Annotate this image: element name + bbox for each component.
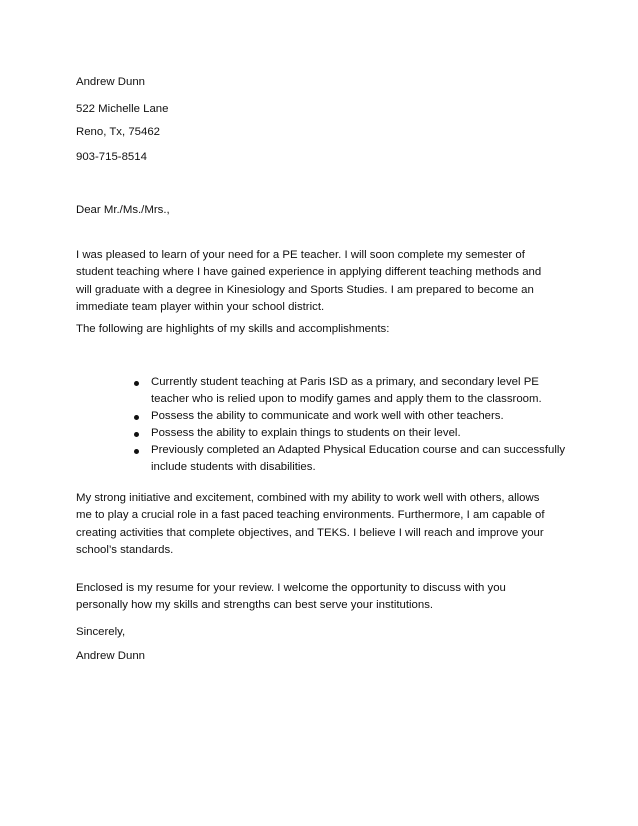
list-item <box>134 442 574 476</box>
signoff: Sincerely, <box>76 626 126 638</box>
list-item-line: Possess the ability to communicate and work well with other teachers. <box>151 410 504 422</box>
bullet-icon <box>134 432 139 437</box>
enclosure-line: personally how my skills and strengths can best serve your institutions. <box>76 599 434 612</box>
list-item <box>134 408 574 425</box>
closing-line: me to play a crucial role in a fast paced teaching environments. Furthermore, I am capable of <box>76 509 545 522</box>
list-item-line: teacher who is relied upon to modify games and apply them to the classroom. <box>151 393 542 405</box>
list-item-line: include students with disabilities. <box>151 461 316 473</box>
intro-line: will graduate with a degree in Kinesiology and Sports Studies. I am prepared to become an <box>76 283 534 296</box>
bullet-icon <box>134 449 139 454</box>
closing-line: school’s standards. <box>76 543 174 556</box>
intro-line: student teaching where I have gained experience in applying different teaching methods and <box>76 266 542 279</box>
intro-line: I was pleased to learn of your need for a PE teacher. I will soon complete my semester of <box>76 249 525 261</box>
sender-street: 522 Michelle Lane <box>76 103 169 115</box>
enclosure-paragraph <box>76 580 566 615</box>
bullet-icon <box>134 415 139 420</box>
highlights-intro: The following are highlights of my skills and accomplishments: <box>76 323 390 335</box>
list-item-line: Previously completed an Adapted Physical Education course and can successfully <box>151 444 566 456</box>
list-item <box>134 374 574 408</box>
bullet-icon <box>134 381 139 386</box>
intro-line: immediate team player within your school district. <box>76 300 325 313</box>
closing-line: creating activities that complete objectives, and TEKS. I believe I will reach and improve your <box>76 526 544 539</box>
closing-line: My strong initiative and excitement, combined with my ability to work well with others, allows <box>76 492 540 504</box>
list-item <box>134 425 574 442</box>
highlights-list <box>134 374 574 476</box>
sender-phone: 903-715-8514 <box>76 151 147 163</box>
sender-name: Andrew Dunn <box>76 76 146 88</box>
enclosure-line: Enclosed is my resume for your review. I welcome the opportunity to discuss with you <box>76 582 506 594</box>
list-item-line: Possess the ability to explain things to students on their level. <box>151 427 461 439</box>
closing-paragraph <box>76 490 566 559</box>
intro-paragraph <box>76 247 566 316</box>
list-item-line: Currently student teaching at Paris ISD as a primary, and secondary level PE <box>151 376 539 388</box>
salutation: Dear Mr./Ms./Mrs., <box>76 204 170 216</box>
signature-name: Andrew Dunn <box>76 650 146 662</box>
sender-city: Reno, Tx, 75462 <box>76 126 161 138</box>
